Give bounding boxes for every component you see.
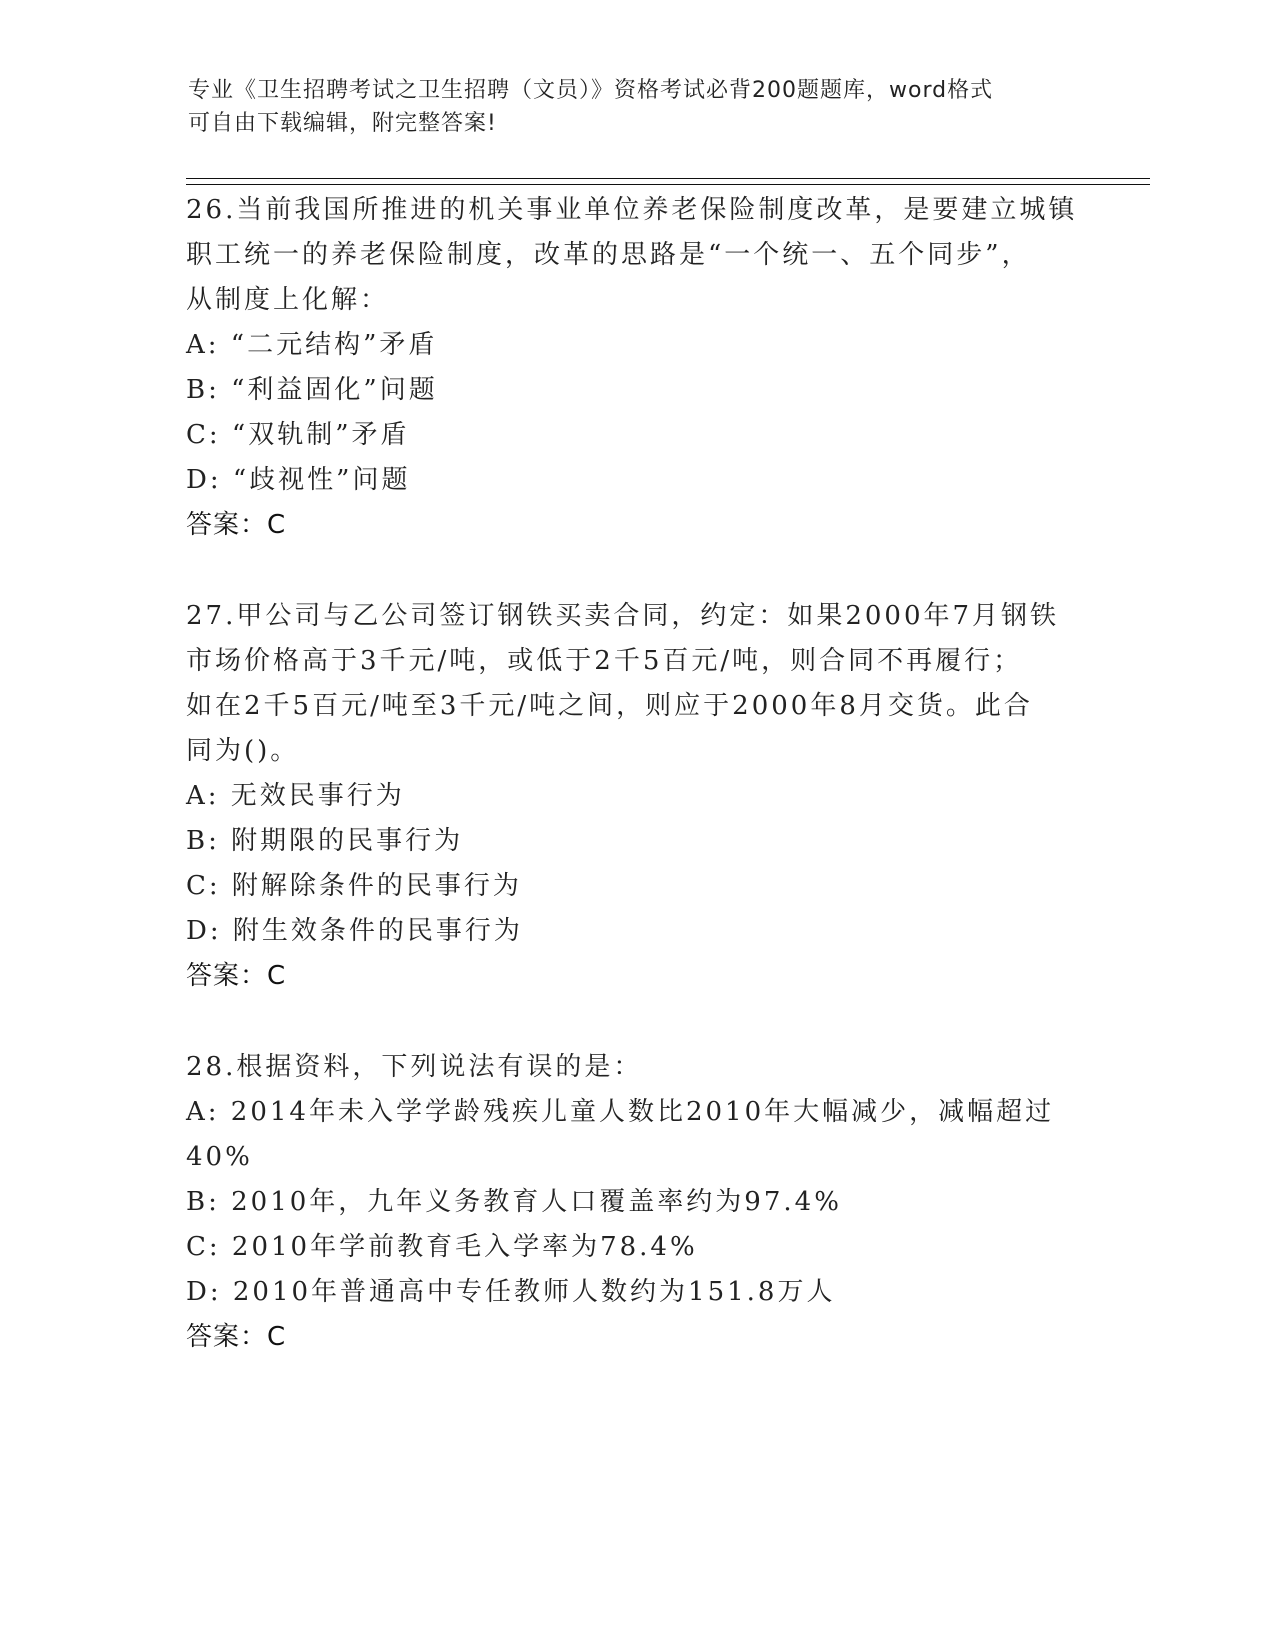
option-b: B: 附期限的民事行为: [186, 826, 464, 856]
option-a: A: “二元结构”矛盾: [186, 330, 438, 360]
question-stem-line: 27.甲公司与乙公司签订钢铁买卖合同，约定：如果2000年7月钢铁: [186, 601, 1060, 631]
question-stem-line: 市场价格高于3千元/吨，或低于2千5百元/吨，则合同不再履行；: [186, 646, 1023, 676]
option-a: A: 无效民事行为: [186, 781, 405, 811]
option-b: B: 2010年，九年义务教育人口覆盖率约为97.4%: [186, 1187, 842, 1217]
question-stem-line: 从制度上化解：: [186, 285, 390, 315]
question-stem-line: 26.当前我国所推进的机关事业单位养老保险制度改革，是要建立城镇: [186, 195, 1078, 225]
question-26: [186, 188, 1086, 548]
question-stem-line: 如在2千5百元/吨至3千元/吨之间，则应于2000年8月交货。此合: [186, 691, 1033, 721]
answer-label: 答案：C: [186, 961, 287, 991]
option-a-continued: 40%: [186, 1142, 253, 1172]
question-stem-line: 28.根据资料，下列说法有误的是：: [186, 1052, 643, 1082]
header-line-2: 可自由下载编辑，附完整答案!: [188, 111, 497, 136]
option-c: C: 2010年学前教育毛入学率为78.4%: [186, 1232, 698, 1262]
option-c: C: 附解除条件的民事行为: [186, 871, 522, 901]
option-d: D: 2010年普通高中专任教师人数约为151.8万人: [186, 1277, 836, 1307]
answer-label: 答案：C: [186, 1322, 287, 1352]
header-divider: [186, 178, 1150, 185]
question-stem-line: 职工统一的养老保险制度，改革的思路是“一个统一、五个同步”，: [186, 240, 1031, 270]
option-d: D: “歧视性”问题: [186, 465, 411, 495]
option-b: B: “利益固化”问题: [186, 375, 438, 405]
question-stem-line: 同为()。: [186, 736, 300, 766]
page-header: [188, 74, 1088, 140]
answer-label: 答案：C: [186, 510, 287, 540]
option-d: D: 附生效条件的民事行为: [186, 916, 523, 946]
question-list: [186, 188, 1086, 1406]
question-27: [186, 594, 1086, 999]
header-line-1: 专业《卫生招聘考试之卫生招聘（文员）》资格考试必背200题题库，word格式: [188, 78, 994, 103]
option-a: A: 2014年未入学学龄残疾儿童人数比2010年大幅减少，减幅超过: [186, 1097, 1055, 1127]
option-c: C: “双轨制”矛盾: [186, 420, 410, 450]
question-28: [186, 1045, 1086, 1360]
